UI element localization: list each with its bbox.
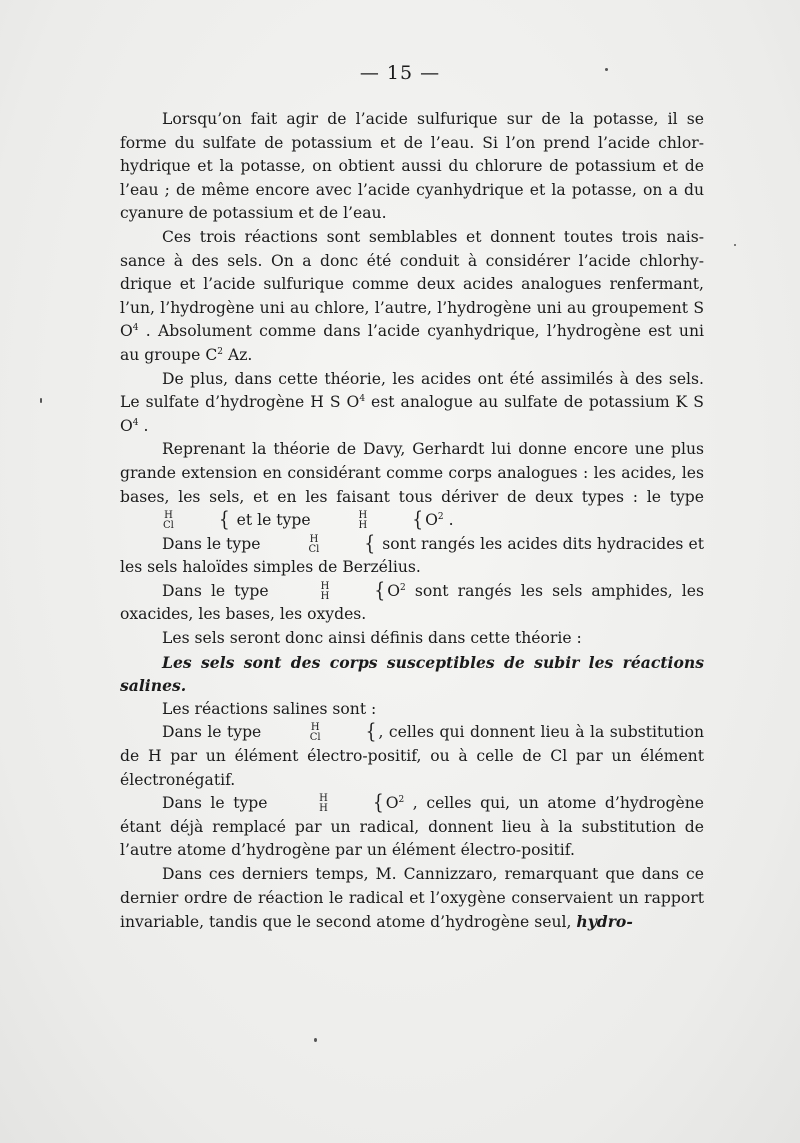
formula-type-hh: H H: [358, 510, 368, 532]
paper-speck: [314, 1038, 317, 1042]
paragraph-9: Les réactions salines sont :: [162, 699, 377, 718]
formula-type-hcl: H Cl: [309, 722, 321, 744]
paper-speck: [605, 68, 608, 71]
paragraph-11: Dans le type H H { $O^2$ , celles qui, un atome d’hydrogène étant déjà remplacé par un radical, donnent lieu à la substitution de l’autre atome d’hydrogène par un élément électro-positif.: [120, 791, 704, 860]
formula-type-hh: H H: [319, 793, 328, 815]
paragraph-3: De plus, dans cette théorie, les acides ont été assimilés à des sels. Le sulfate d’hydrogène H S $O^4$ est analogue au sulfate de potassium K S $O^4$ .: [120, 369, 704, 435]
paper-speck: [734, 244, 736, 246]
paragraph-4: Reprenant la théorie de Davy, Gerhardt lui donne encore une plus grande extension en considérant comme corps analogues : les acides, les bases, les sels, et en les faisant tous dériver de deux types : le type H Cl { et le type H H { $O^2$ .: [120, 440, 704, 532]
formula-type-hcl: H Cl: [163, 510, 174, 532]
formula-type-hcl: H Cl: [308, 533, 320, 555]
paragraph-2: Ces trois réactions sont semblables et donnent toutes trois naissance à des sels. On a donc été conduit à considérer l’acide chlorhydrique et l’acide sulfurique comme deux acides analogues renfermant, l’un, l’hydrogène uni au chlore, l’autre, l’hydrogène uni au groupement S $O^4$ . Absolument comme dans l’acide cyanhydrique, l’hydrogène est uni au groupe $C^2$ Az.: [120, 227, 704, 364]
paragraph-1: Lorsqu’on fait agir de l’acide sulfurique sur de la potasse, il se forme du sulfate de potassium et de l’eau. Si l’on prend l’acide chlorhydrique et la potasse, on obtient aussi du chlorure de potassium et de l’eau ; de même encore avec l’acide cyanhydrique et la potasse, on a du cyanure de potassium et de l’eau.: [120, 110, 704, 223]
paragraph-10: Dans le type H Cl { , celles qui donnent lieu à la substitution de H par un élément électro-positif, ou à celle de Cl par un élément électronégatif.: [120, 720, 705, 789]
formula-type-hh: H H: [320, 580, 330, 602]
page-number: — 15 —: [359, 62, 441, 84]
definition: Les sels sont des corps susceptibles de subir les réactions salines.: [120, 652, 704, 696]
paragraph-5: Dans le type H Cl { sont rangés les acides dits hydracides et les sels haloïdes simples de Berzélius.: [120, 531, 704, 577]
paper-speck: [40, 398, 42, 403]
paragraph-6: Dans le type H H { $O^2$ sont rangés les sels amphides, les oxacides, les bases, les oxydes.: [120, 578, 705, 624]
body-text: [120, 108, 704, 935]
paragraph-7: Les sels seront donc ainsi définis dans cette théorie :: [162, 629, 582, 648]
paragraph-12: Dans ces derniers temps, M. Cannizzaro, remarquant que dans ce dernier ordre de réaction le radical et l’oxygène conservaient un rapport invariable, tandis que le second atome d’hydrogène seul, hydro-: [120, 865, 704, 932]
